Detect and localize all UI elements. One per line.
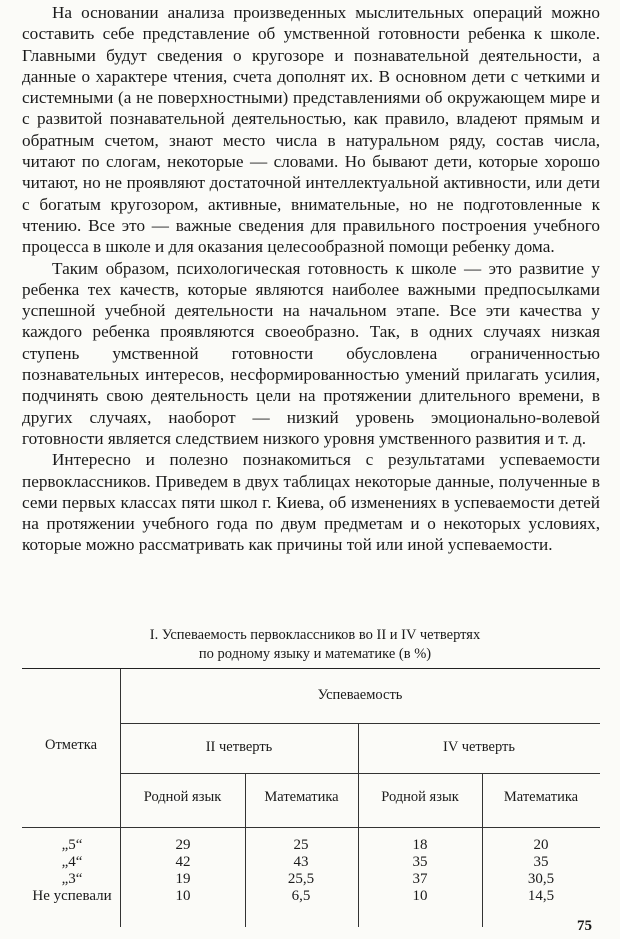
table-cell: 18 (412, 837, 428, 853)
grades-table (22, 668, 600, 927)
table-cell: 10 (412, 888, 428, 904)
paragraph: Таким образом, психологическая готовность к школе — это развитие у ребенка тех качеств, которые являются наиболее важными предпосылками успешной учебной деятельности на начальном этапе. Все эти качества у каждого ребенка проявляются своеобразно. Так, в одних случаях низкая ступень умственной готовности обусловлена ограниченностью познавательных интересов, несформированностью умений прилагать усилия, подчинять свою деятельность цели на протяжении длительного времени, в других случаях, наоборот — низкий уровень эмоционально-волевой готовности является следствием низкого уровня умственного развития и т. д. (22, 258, 600, 448)
table-cell: 35 (412, 854, 428, 870)
table-cell: 25,5 (287, 871, 315, 887)
paragraph: На основании анализа произведенных мыслительных операций можно составить себе представление об умственной готовности ребенка к школе. Главными будут сведения о кругозоре и познавательной деятельности, а данные о характере чтения, счета дополнят их. В основном дети с четкими и системными (а не поверхностными) представлениями об окружающем мире и с развитой познавательной деятельностью, как правило, владеют прямым и обратным счетом, знают место числа в натуральном ряду, состав числа, читают по слогам, некоторые — словами. Но бывают дети, которые хорошо читают, но не проявляют достаточной интеллектуальной активности, или дети с богатым кругозором, активные, внимательные, но не подготовленные к чтению. Все это — важные сведения для правильного построения учебного процесса в школе и для оказания целесообразной помощи ребенку дома. (22, 3, 600, 257)
table-cell: 19 (175, 871, 191, 887)
body-text (22, 2, 600, 556)
header-quarter-2: II четверть (205, 739, 273, 755)
row-mark: „5“ (61, 837, 83, 853)
header-subject-math: Математика (264, 789, 339, 805)
caption-line: по родному языку и математике (в %) (198, 646, 432, 662)
header-mark: Отметка (44, 737, 98, 753)
table-cell: 43 (293, 854, 309, 870)
row-mark: „4“ (61, 854, 83, 870)
header-subject-lang: Родной язык (143, 789, 222, 805)
table-rule (22, 827, 600, 828)
table-caption (60, 626, 570, 664)
header-quarter-4: IV четверть (443, 739, 515, 755)
header-subject-math: Математика (503, 789, 579, 805)
table-cell: 29 (175, 837, 191, 853)
page-number: 75 (577, 918, 592, 934)
table-cell: 30,5 (527, 871, 555, 887)
header-subject-lang: Родной язык (381, 789, 459, 805)
paragraph: Интересно и полезно познакомиться с результатами успеваемости первоклассников. Приведем в двух таблицах некоторые данные, полученные в семи первых классах пяти школ г. Киева, об изменениях в успеваемости детей на протяжении учебного года по двум предметам и о некоторых условиях, которые можно рассматривать как причины той или иной успеваемости. (22, 450, 600, 555)
table-cell: 6,5 (291, 888, 311, 904)
table-cell: 20 (533, 837, 549, 853)
table-cell: 14,5 (527, 888, 555, 904)
row-mark: „3“ (61, 871, 83, 887)
caption-line: I. Успеваемость первоклассников во II и IV четвертях (149, 627, 481, 643)
table-cell: 10 (175, 888, 191, 904)
table-rule (120, 773, 600, 774)
table-cell: 25 (293, 837, 309, 853)
row-mark: Не успевали (32, 888, 112, 904)
table-cell: 42 (175, 854, 191, 870)
header-group: Успеваемость (317, 687, 403, 703)
table-rule (120, 723, 600, 724)
table-cell: 37 (412, 871, 428, 887)
table-cell: 35 (533, 854, 549, 870)
